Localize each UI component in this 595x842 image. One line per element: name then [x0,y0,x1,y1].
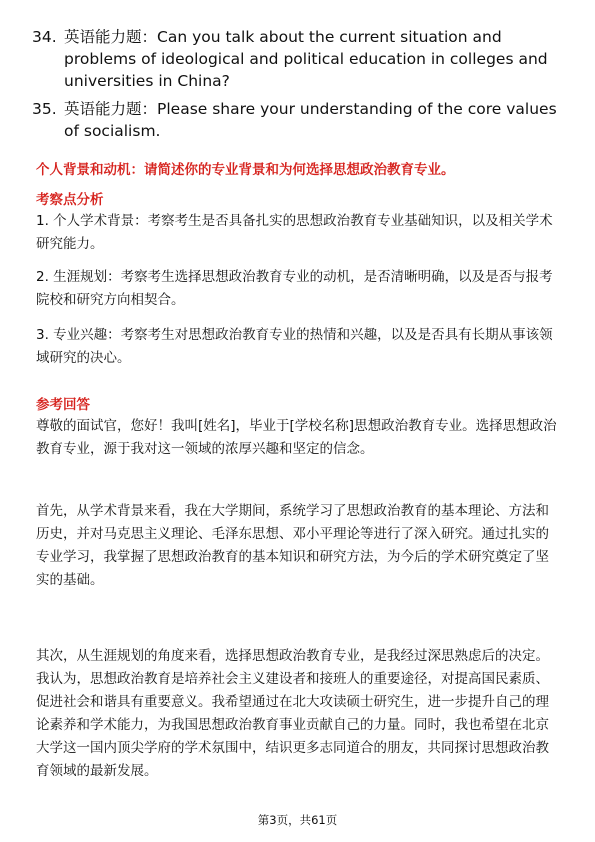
question-number: 35. [32,100,57,118]
analysis-heading: 考察点分析 [36,192,104,208]
analysis-item: 1. 个人学术背景：考察考生是否具备扎实的思想政治教育专业基础知识，以及相关学术研究能力。 [36,213,553,252]
answer-paragraph: 尊敬的面试官，您好！我叫[姓名]，毕业于[学校名称]思想政治教育专业。选择思想政治教育专业，源于我对这一领域的浓厚兴趣和坚定的信念。 [36,418,557,457]
answer-paragraph: 其次，从生涯规划的角度来看，选择思想政治教育专业，是我经过深思熟虑后的决定。我认为，思想政治教育是培养社会主义建设者和接班人的重要途径，对提高国民素质、促进社会和谐具有重要意义。我希望通过在北大攻读硕士研究生，进一步提升自己的理论素养和学术能力，为我国思想政治教育事业贡献自己的力量。同时，我也希望在北京大学这一国内顶尖学府的学术氛围中，结识更多志同道合的朋友，共同探讨思想政治教育领域的最新发展。 [36,648,549,779]
analysis-item: 2. 生涯规划：考察考生选择思想政治教育专业的动机，是否清晰明确，以及是否与报考院校和研究方向相契合。 [36,269,553,308]
question-number: 34. [32,28,57,46]
analysis-item: 3. 专业兴趣：考察考生对思想政治教育专业的热情和兴趣，以及是否具有长期从事该领域研究的决心。 [36,327,553,366]
question-text: 英语能力题：Please share your understanding of the core values of socialism. [64,100,557,140]
question-item [32,98,557,142]
prompt-heading: 个人背景和动机：请简述你的专业背景和为何选择思想政治教育专业。 [36,162,455,178]
page-footer: 第3页，共61页 [257,813,338,827]
answer-paragraph: 首先，从学术背景来看，我在大学期间，系统学习了思想政治教育的基本理论、方法和历史，并对马克思主义理论、毛泽东思想、邓小平理论等进行了深入研究。通过扎实的专业学习，我掌握了思想政治教育的基本知识和研究方法，为今后的学术研究奠定了坚实的基础。 [36,503,549,588]
question-text: 英语能力题：Can you talk about the current situation and problems of ideological and political education in colleges and universities in China? [64,28,548,90]
question-list [32,26,557,148]
answer-heading: 参考回答 [36,397,90,413]
question-item [32,26,557,92]
